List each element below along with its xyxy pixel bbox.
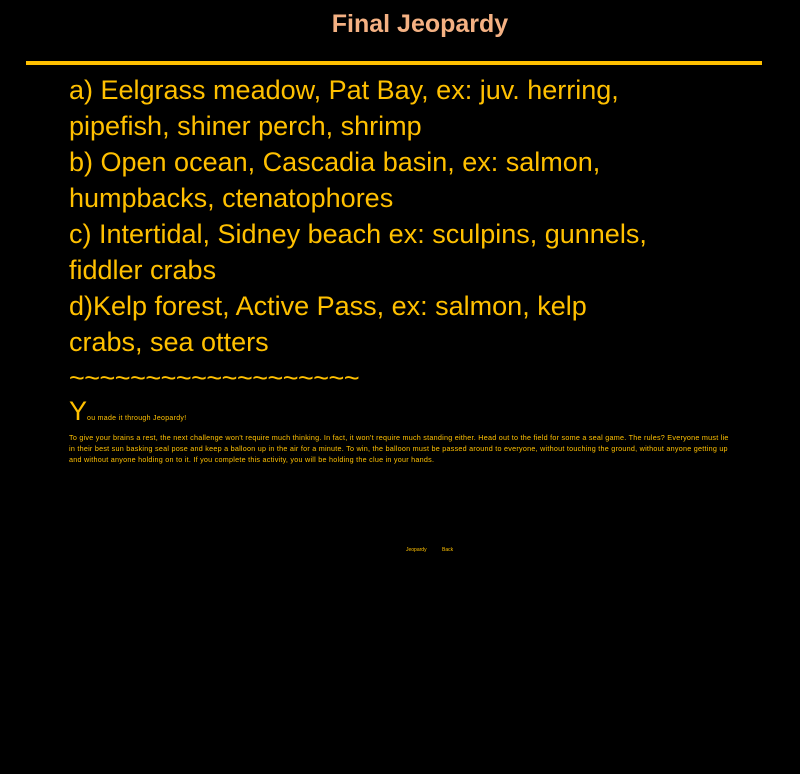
jeopardy-board-link[interactable]: Jeopardy	[406, 547, 427, 553]
title-divider	[26, 61, 762, 65]
answer-line: pipefish, shiner perch, shrimp	[69, 111, 422, 141]
answers-block	[69, 72, 769, 396]
answer-line: fiddler crabs	[69, 255, 217, 285]
tilde-separator: ~~~~~~~~~~~~~~~~~~~	[69, 363, 360, 393]
answer-line: crabs, sea otters	[69, 327, 269, 357]
answer-line: d)Kelp forest, Active Pass, ex: salmon, kelp	[69, 291, 587, 321]
completion-text: ou made it through Jeopardy!	[87, 415, 187, 422]
slide-title: Final Jeopardy	[331, 10, 509, 38]
back-link[interactable]: Back	[442, 547, 454, 553]
answer-line: humpbacks, ctenatophores	[69, 183, 394, 213]
instructions-text: To give your brains a rest, the next challenge won't require much thinking. In fact, it won't require much standing either. Head out to the field for some a seal game. The rules? Everyone must lie in their best sun basking seal pose and keep a balloon up in the air for a minute. To win, the balloon must be passed around to everyone, without touching the ground, without anyone getting up and without anyone holding on to it. If you complete this activity, you will be holding the clue in your hands.	[69, 433, 729, 464]
answer-line: b) Open ocean, Cascadia basin, ex: salmon,	[69, 147, 601, 177]
completion-message	[69, 393, 186, 429]
answer-line: a) Eelgrass meadow, Pat Bay, ex: juv. herring,	[69, 75, 619, 105]
answer-line: c) Intertidal, Sidney beach ex: sculpins, gunnels,	[69, 219, 647, 249]
completion-initial: Y	[69, 396, 88, 426]
